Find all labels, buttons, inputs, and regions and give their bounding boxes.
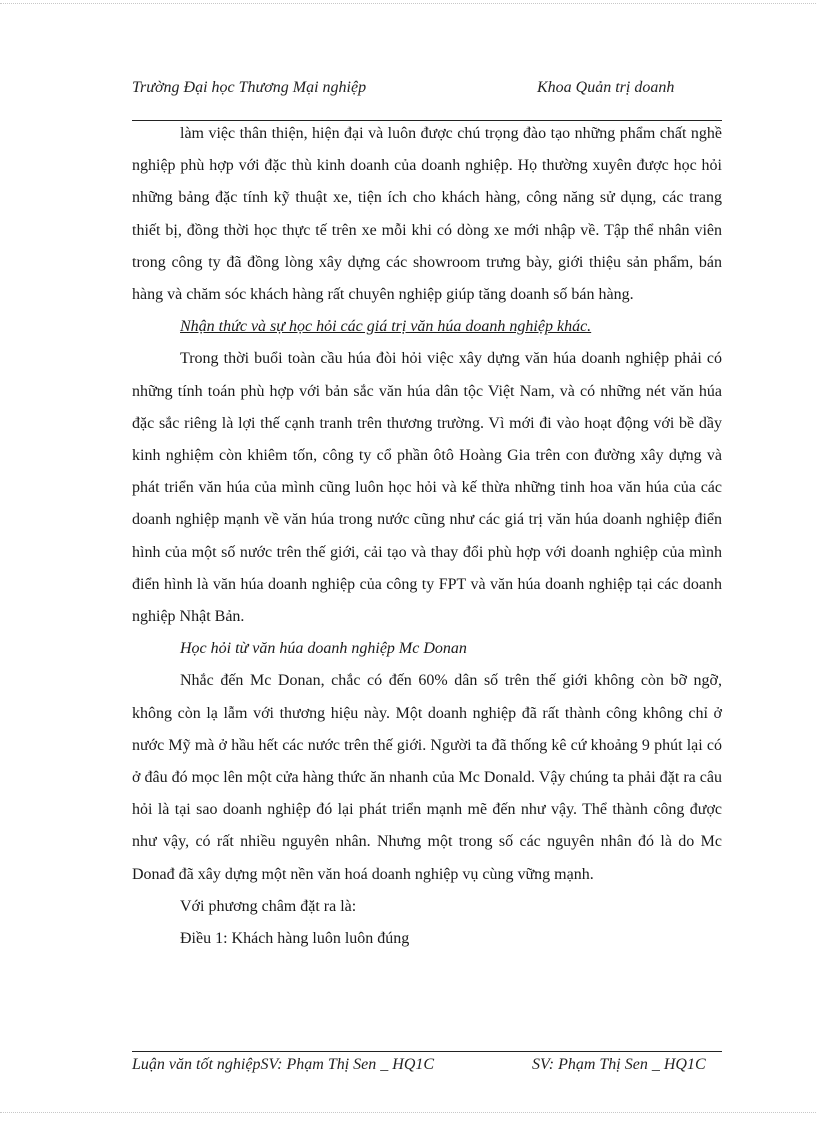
paragraph-5: Điều 1: Khách hàng luôn luôn đúng [180, 930, 410, 948]
page-top-edge [0, 3, 816, 4]
paragraph-3: Nhắc đến Mc Donan, chắc có đến 60% dân số trên thế giới không còn bỡ ngỡ, không còn lạ lẫm với thương hiệu này. Một doanh nghiệp đã rất thành công không chỉ ở nước Mỹ mà ở hầu hết các nước trên thế giới. Người ta đã thống kê cứ khoảng 9 phút lại có ở đâu đó mọc lên một cửa hàng thức ăn nhanh của Mc Donald. Vậy chúng ta phải đặt ra câu hỏi là tại sao doanh nghiệp đó lại phát triển mạnh mẽ đến như vậy. Thể thành công được như vậy, có rất nhiều nguyên nhân. Nhưng một trong số các nguyên nhân đó là do Mc Donađ đã xây dựng một nền văn hoá doanh nghiệp vụ cùng vững mạnh. [132, 672, 722, 883]
header-faculty: Khoa Quản trị doanh [537, 79, 675, 96]
section-heading-mcdonan: Học hỏi từ văn húa doanh nghiệp Mc Donan [180, 640, 467, 658]
paragraph-2: Trong thời buổi toàn cầu húa đòi hỏi việc xây dựng văn húa doanh nghiệp phải có những tính toán phù hợp với bản sắc văn húa dân tộc Việt Nam, và có những nét văn húa đặc sắc riêng là lợi thế cạnh tranh trên thương trường. Vì mới đi vào hoạt động với bề dầy kinh nghiệm còn khiêm tốn, công ty cổ phần ôtô Hoàng Gia trên con đường xây dựng và phát triển văn húa của mình cũng luôn học hỏi và kế thừa những tinh hoa văn húa của các doanh nghiệp mạnh về văn húa trong nước cũng như các giá trị văn húa doanh nghiệp điển hình của một số nước trên thế giới, cải tạo và thay đổi phù hợp với doanh nghiệp của mình điển hình là văn húa doanh nghiệp của công ty FPT và văn húa doanh nghiệp tại các doanh nghiệp Nhật Bản. [132, 350, 722, 626]
paragraph-1: làm việc thân thiện, hiện đại và luôn được chú trọng đào tạo những phẩm chất nghề nghiệp phù hợp với đặc thù kinh doanh của doanh nghiệp. Họ thường xuyên được học hỏi những bảng đặc tính kỹ thuật xe, tiện ích cho khách hàng, công năng sử dụng, các trang thiết bị, đồng thời học thực tế trên xe mỗi khi có dòng xe mới nhập về. Tập thể nhân viên trong công ty đã đồng lòng xây dựng các showroom trưng bày, giới thiệu sản phẩm, bán hàng và chăm sóc khách hàng rất chuyên nghiệp giúp tăng doanh số bán hàng. [132, 125, 722, 304]
page-body [132, 118, 722, 955]
footer-student-label: SV: Phạm Thị Sen _ HQ1C [532, 1056, 706, 1073]
header-university: Trường Đại học Thương Mại nghiệp [132, 79, 367, 96]
section-heading-recognition: Nhận thức và sự học hỏi các giá trị văn húa doanh nghiệp khác. [180, 318, 592, 336]
paragraph-4: Với phương châm đặt ra là: [180, 897, 357, 915]
footer-rule [132, 1051, 722, 1052]
footer-thesis-label: Luận văn tốt nghiệpSV: Phạm Thị Sen _ HQ1C [132, 1056, 435, 1073]
page-bottom-edge [0, 1112, 816, 1113]
